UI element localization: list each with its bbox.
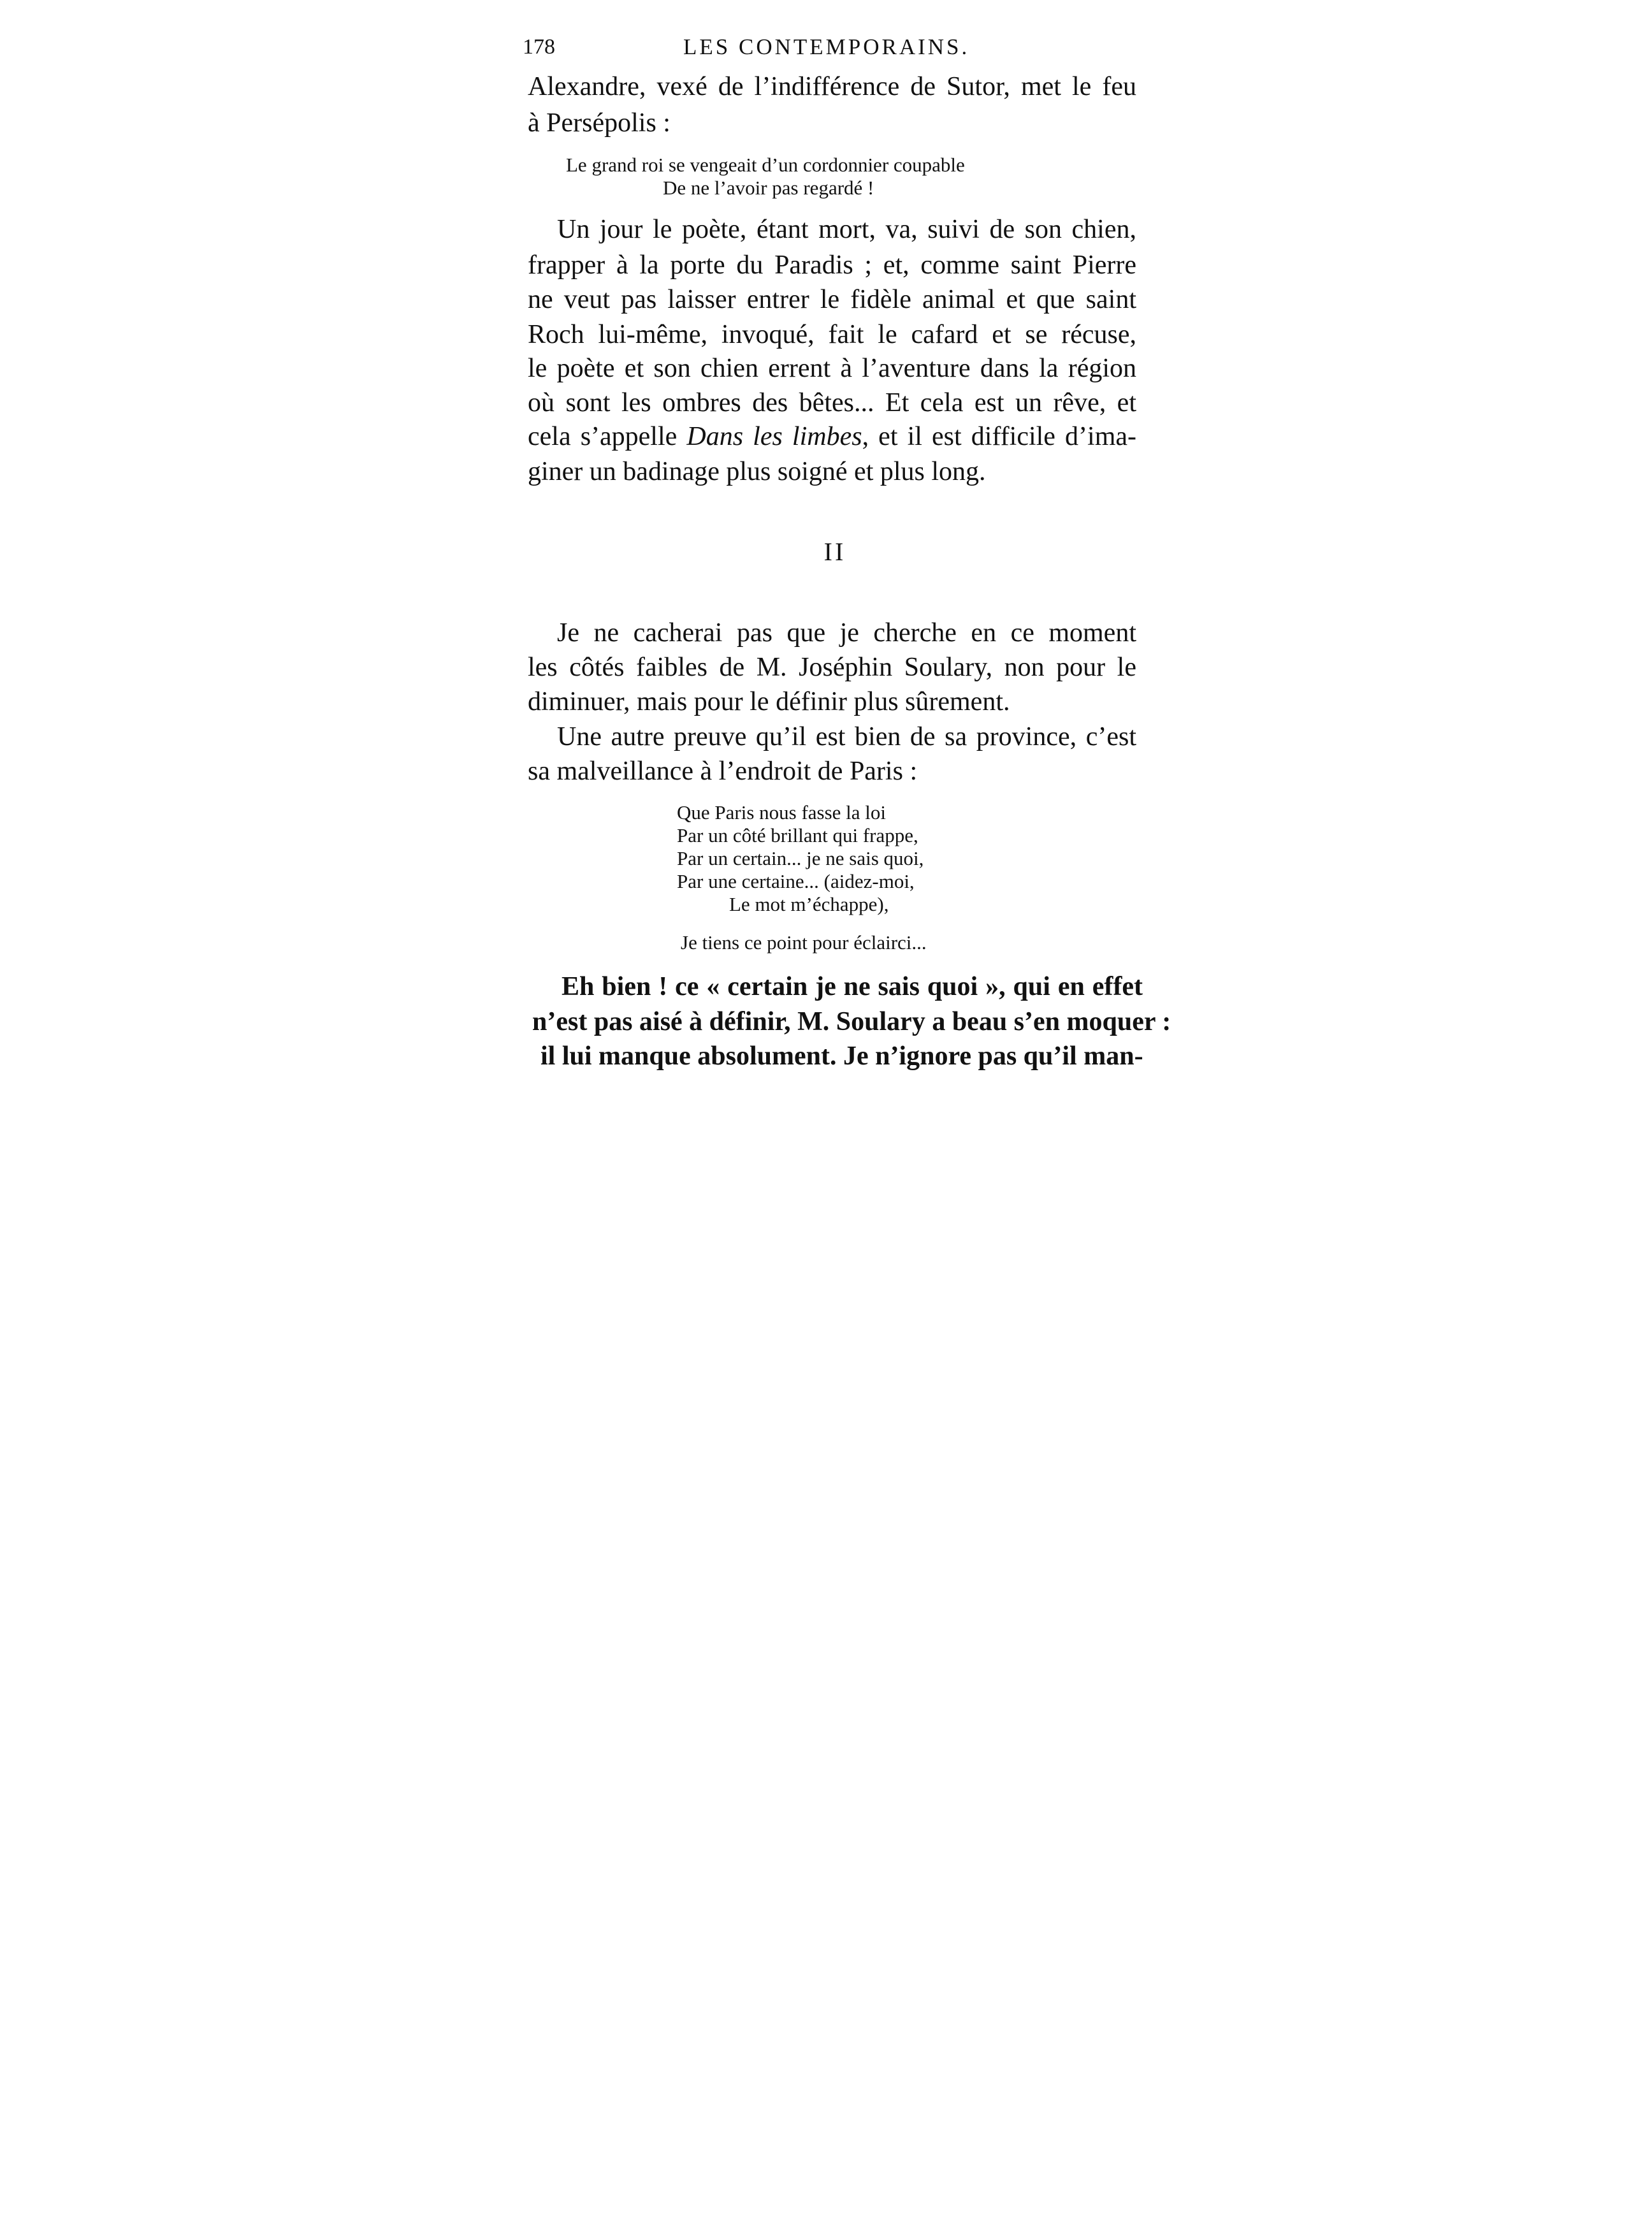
text-fragment: , et il est difficile d’ima- (862, 422, 1136, 451)
text-line: sa malveillance à l’endroit de Paris : (528, 757, 918, 786)
text-line: Un jour le poète, étant mort, va, suivi de son chien, (557, 215, 1136, 244)
verse-line: Le mot m’échappe), (729, 893, 889, 915)
book-title: Dans les limbes (686, 422, 862, 451)
verse-line: Le grand roi se vengeait d’un cordonnier coupable (566, 154, 965, 176)
page-number: 178 (523, 35, 555, 59)
text-line: il lui manque absolument. Je n’ignore pas qu’il man- (540, 1042, 1143, 1071)
text-line: les côtés faibles de M. Joséphin Soulary, non pour le (528, 653, 1136, 682)
verse-line: Que Paris nous fasse la loi (677, 801, 887, 824)
verse-line: Je tiens ce point pour éclairci... (681, 931, 927, 954)
text-line: n’est pas aisé à définir, M. Soulary a beau s’en moquer : (532, 1007, 1171, 1036)
text-line: Roch lui-même, invoqué, fait le cafard et se récuse, (528, 320, 1136, 349)
verse-line: Par un côté brillant qui frappe, (677, 824, 918, 846)
verse-line: Par une certaine... (aidez-moi, (677, 870, 915, 892)
text-line: à Persépolis : (528, 108, 670, 138)
text-line: ne veut pas laisser entrer le fidèle animal et que saint (528, 285, 1136, 314)
text-line: le poète et son chien errent à l’aventure dans la région (528, 354, 1136, 383)
verse-line: Par un certain... je ne sais quoi, (677, 847, 924, 869)
text-line (528, 419, 1136, 454)
text-line: diminuer, mais pour le définir plus sûrement. (528, 687, 1010, 716)
text-fragment: cela s’appelle (528, 422, 687, 451)
text-line: Je ne cacherai pas que je cherche en ce moment (557, 618, 1136, 648)
text-line: frapper à la porte du Paradis ; et, comme saint Pierre (528, 250, 1136, 280)
verse-line: De ne l’avoir pas regardé ! (663, 177, 874, 199)
text-line: où sont les ombres des bêtes... Et cela est un rêve, et (528, 388, 1136, 417)
section-number: II (823, 537, 846, 566)
running-title: LES CONTEMPORAINS. (683, 34, 970, 59)
text-line: giner un badinage plus soigné et plus long. (528, 457, 986, 486)
text-line: Eh bien ! ce « certain je ne sais quoi », qui en effet (562, 972, 1143, 1001)
running-head (523, 28, 1134, 66)
text-line: Alexandre, vexé de l’indifférence de Sutor, met le feu (528, 72, 1136, 101)
text-line: Une autre preuve qu’il est bien de sa province, c’est (557, 722, 1136, 751)
